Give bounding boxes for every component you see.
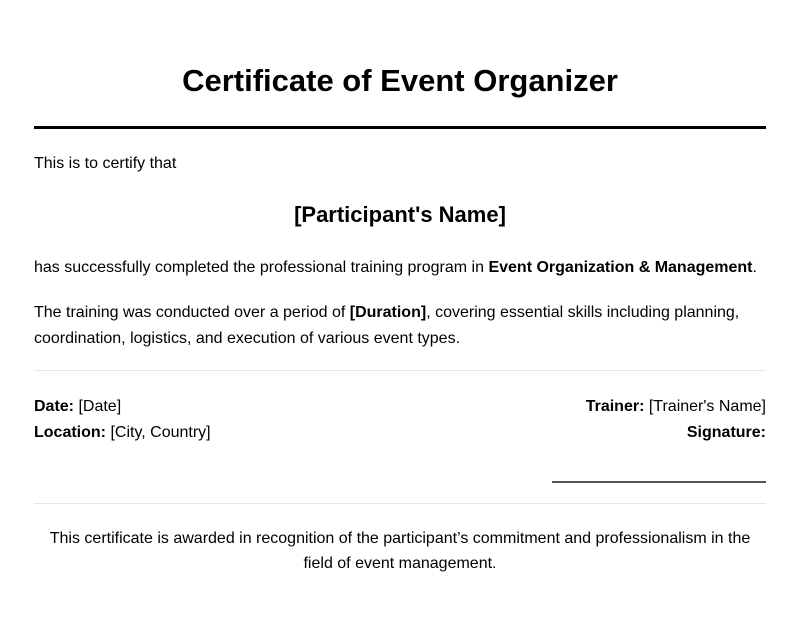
completion-text-before: has successfully completed the professional training program in [34,259,489,276]
certify-intro-text: This is to certify that [34,155,177,172]
title-divider [34,126,766,129]
training-statement [34,300,766,352]
program-name: Event Organization & Management [488,259,753,276]
completion-statement [34,258,766,278]
details-divider-bottom [34,503,766,504]
signature-row [586,420,766,446]
completion-text-after: . [752,259,757,276]
certificate-title: Certificate of Event Organizer [182,63,618,98]
participant-name: [Participant's Name] [294,202,506,227]
date-row [34,394,211,420]
date-label: Date: [34,398,75,415]
trainer-value: [Trainer's Name] [644,398,766,415]
trainer-row [586,394,766,420]
recognition-footer: This certificate is awarded in recognition of the participant’s commitment and professionalism in the field of event management. [49,530,751,572]
details-divider-top [34,370,766,371]
signature-line [552,481,766,483]
training-duration: [Duration] [349,304,427,321]
training-text-after: , covering essential skills including planning, coordination, logistics, and execution of various event types. [34,304,740,347]
details-left [34,394,211,446]
location-value: [City, Country] [106,424,211,441]
training-text-before: The training was conducted over a period of [34,304,350,321]
details-right [586,394,766,446]
trainer-label: Trainer: [585,398,645,415]
signature-label: Signature: [686,424,766,441]
location-label: Location: [34,424,106,441]
date-value: [Date] [74,398,122,415]
location-row [34,420,211,446]
